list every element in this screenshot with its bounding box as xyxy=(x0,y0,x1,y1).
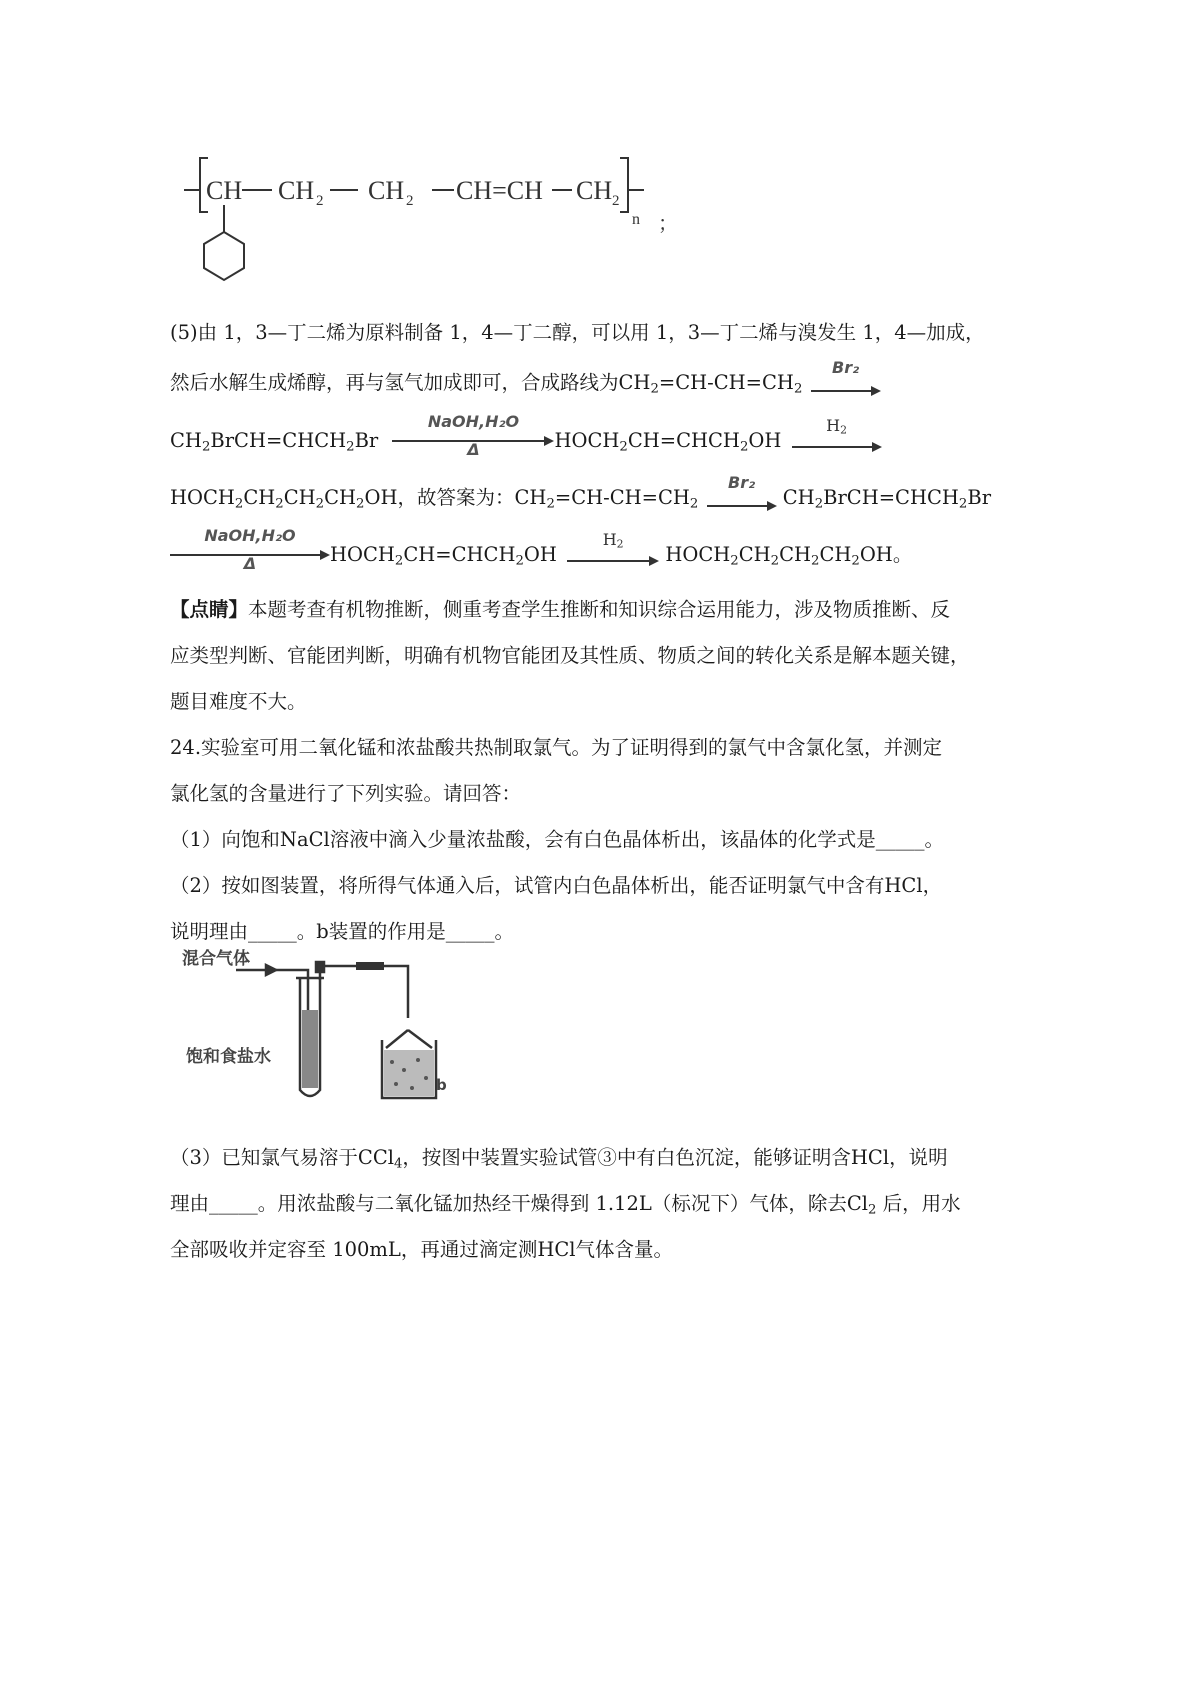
reagent-h2: $H_2$ xyxy=(826,415,848,437)
intermediate-2: $HOCH_2CH=CHCH_2OH$ xyxy=(554,429,782,455)
q24-sub3a xyxy=(170,1143,948,1173)
reagent-naoh: NaOH,H₂O xyxy=(427,411,520,431)
s3a-pre: （3）已知氯气易溶于CCl xyxy=(170,1146,394,1169)
arrow-naoh-2 xyxy=(170,525,330,573)
reagent-h2-2: $H_2$ xyxy=(602,529,624,551)
reagent-naoh-2: NaOH,H₂O xyxy=(204,525,296,545)
q24-sub2a: （2）按如图装置，将所得气体通入后，试管内白色晶体析出，能否证明氯气中含有HCl， xyxy=(170,874,943,897)
q24-sub2b: 说明理由_____。b装置的作用是_____。 xyxy=(170,920,514,943)
polymer-semicolon: ； xyxy=(658,213,678,235)
svg-text:CH=CH: CH=CH xyxy=(456,176,543,205)
answer-intermediate-2: $HOCH_2CH=CHCH_2OH$ xyxy=(330,543,557,569)
q24-sub3b xyxy=(170,1189,961,1219)
svg-text:CH: CH xyxy=(368,176,405,205)
s3a-sub: 4 xyxy=(393,1156,403,1172)
answer-end: 。 xyxy=(892,543,913,566)
p5-start-formula: $CH_2=CH-CH=CH_2$ xyxy=(618,371,803,397)
svg-text:2: 2 xyxy=(406,193,414,209)
q24-sub1: （1）向饱和NaCl溶液中滴入少量浓盐酸，会有白色晶体析出，该晶体的化学式是_____。 xyxy=(170,828,945,851)
q24-line1: 24.实验室可用二氧化锰和浓盐酸共热制取氯气。为了证明得到的氯气中含氯化氢，并测定 xyxy=(170,736,943,759)
q24-sub3c: 全部吸收并定容至 100mL，再通过滴定测HCl气体含量。 xyxy=(170,1238,674,1261)
p5-line2-text: 然后水解生成烯醇，再与氢气加成即可，合成路线为 xyxy=(170,371,619,394)
svg-text:2: 2 xyxy=(612,193,620,209)
answer-product: $HOCH_2CH_2CH_2CH_2OH$ xyxy=(665,543,893,569)
comment-tag: 【点睛】 xyxy=(170,598,249,621)
reagent-br2: Br₂ xyxy=(832,357,860,377)
arrow-h2 xyxy=(792,415,882,457)
s3b-post: 后，用水 xyxy=(876,1192,961,1215)
intermediate-1: $CH_2BrCH=CHCH_2Br$ xyxy=(170,429,379,455)
comment-line2: 应类型判断、官能团判断，明确有机物官能团及其性质、物质之间的转化关系是解本题关键， xyxy=(170,644,970,667)
q24-line2: 氯化氢的含量进行了下列实验。请回答： xyxy=(170,782,522,805)
reagent-delta: Δ xyxy=(467,439,480,459)
p5-line5 xyxy=(170,525,913,573)
reagent-br2-2: Br₂ xyxy=(728,472,756,492)
comment-line3: 题目难度不大。 xyxy=(170,690,307,713)
arrow-br2 xyxy=(811,357,881,399)
answer-intro: ，故答案为： xyxy=(397,486,515,509)
label-brine: 饱和食盐水 xyxy=(186,1047,271,1067)
answer-start: $CH_2=CH-CH=CH_2$ xyxy=(514,486,699,512)
arrow-br2-2 xyxy=(707,472,777,514)
p5-line1: (5)由 1，3—丁二烯为原料制备 1，4—丁二醇，可以用 1，3—丁二烯与溴发生 1，4—加成， xyxy=(170,321,985,344)
polymer-structure xyxy=(180,150,700,290)
arrow-naoh xyxy=(392,411,554,459)
p5-line3 xyxy=(170,411,882,459)
product: $HOCH_2CH_2CH_2CH_2OH$ xyxy=(170,486,398,512)
svg-text:CH: CH xyxy=(206,176,243,205)
s3b-sub: 2 xyxy=(867,1202,877,1218)
comment-line1 xyxy=(170,595,950,625)
label-b: b xyxy=(436,1076,447,1094)
p5-line4 xyxy=(170,472,992,514)
comment-text1: 本题考查有机物推断，侧重考查学生推断和知识综合运用能力，涉及物质推断、反 xyxy=(248,598,951,621)
label-mixed-gas: 混合气体 xyxy=(182,949,250,969)
apparatus-diagram xyxy=(180,940,480,1110)
svg-text:CH: CH xyxy=(278,176,315,205)
arrow-h2-2 xyxy=(567,529,659,571)
svg-text:CH: CH xyxy=(576,176,613,205)
answer-intermediate-1: $CH_2BrCH=CHCH_2Br$ xyxy=(782,486,992,512)
svg-text:2: 2 xyxy=(316,193,324,209)
s3b-pre: 理由_____。用浓盐酸与二氧化锰加热经干燥得到 1.12L（标况下）气体，除去Cl xyxy=(170,1192,868,1215)
s3a-post: ，按图中装置实验试管③中有白色沉淀，能够证明含HCl，说明 xyxy=(402,1146,948,1169)
reagent-delta-2: Δ xyxy=(243,553,257,573)
polymer-n: n xyxy=(632,211,640,228)
p5-line2 xyxy=(170,357,881,399)
